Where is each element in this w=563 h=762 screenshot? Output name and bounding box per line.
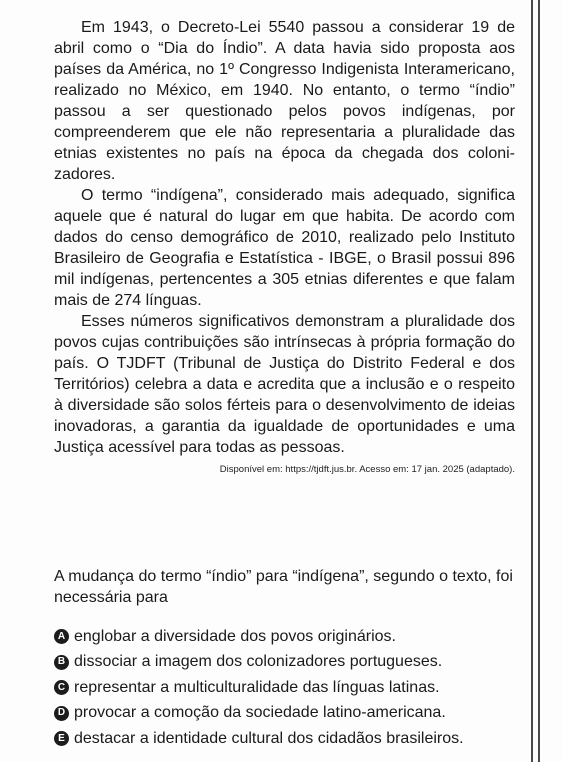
- option-b[interactable]: [54, 650, 524, 676]
- option-letter-a-icon: A: [54, 629, 69, 644]
- column-divider-line: [538, 0, 540, 762]
- option-letter-d-icon: D: [54, 706, 69, 721]
- passage-paragraph-2: O termo “indígena”, considerado mais adequado, significa aquele que é natural do lugar em que habita. De acordo com dados do censo demográfico de 2010, realizado pelo Instituto Brasileiro de Geografia e Estatística - IBGE, o Brasil possui 896 mil indígenas, pertencentes a 305 etnias diferentes e que falam mais de 274 línguas.: [54, 187, 515, 309]
- option-e[interactable]: [54, 726, 524, 752]
- passage: [54, 17, 515, 477]
- option-letter-b-icon: B: [54, 655, 69, 670]
- source-citation: Disponível em: https://tjdft.jus.br. Acesso em: 17 jan. 2025 (adaptado).: [219, 464, 515, 475]
- option-text: destacar a identidade cultural dos cidadãos brasileiros.: [74, 729, 464, 747]
- option-letter-c-icon: C: [54, 680, 69, 695]
- option-text: dissociar a imagem dos colonizadores portugueses.: [74, 653, 443, 671]
- passage-paragraph-3: Esses números significativos demonstram a pluralidade dos povos cujas contribuições são intrínsecas à própria formação do país. O TJDFT (Tribunal de Justiça do Distrito Federal e dos Territórios) celebra a data e acredita que a inclusão e o respeito à diversidade são solos férteis para o desenvolvimento de ideias inovadoras, a garantia da igualdade de oportunidades e uma Justiça acessível para todas as pessoas.: [54, 313, 515, 456]
- option-a[interactable]: [54, 624, 524, 650]
- option-letter-e-icon: E: [54, 731, 69, 746]
- passage-paragraph-1: Em 1943, o Decreto-Lei 5540 passou a considerar 19 de abril como o “Dia do Índio”. A data havia sido proposta aos países da América, no 1º Congresso Indigenista Interamericano, realizado no México, em 1940. No entanto, o termo “índio” passou a ser questionado pelos povos indígenas, por compreenderem que ele não representaria a pluralidade das etnias existentes no país na época da chegada dos colonizadores.: [54, 19, 515, 183]
- column-divider-line: [531, 0, 533, 762]
- option-c[interactable]: [54, 675, 524, 701]
- option-text: provocar a comoção da sociedade latino-americana.: [74, 704, 446, 722]
- option-text: representar a multiculturalidade das línguas latinas.: [74, 678, 440, 696]
- option-text: englobar a diversidade dos povos originários.: [74, 627, 396, 645]
- answer-options: [54, 624, 524, 752]
- question-stem: A mudança do termo “índio” para “indígena”, segundo o texto, foi necessária para: [54, 568, 513, 606]
- option-d[interactable]: [54, 701, 524, 727]
